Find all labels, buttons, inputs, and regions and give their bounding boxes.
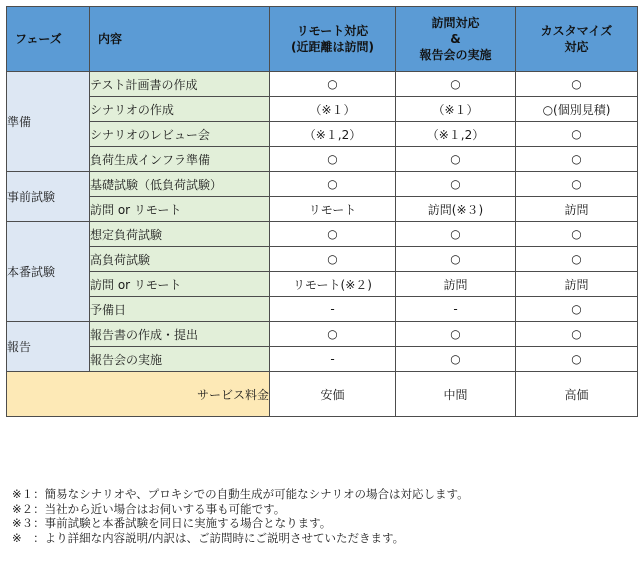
cell-custom: ○ <box>516 222 638 247</box>
header-phase: フェーズ <box>7 7 90 72</box>
cell-custom: ○ <box>516 247 638 272</box>
cell-remote: ○ <box>270 72 396 97</box>
table-row <box>7 197 638 222</box>
table-row <box>7 297 638 322</box>
table-row <box>7 97 638 122</box>
fee-row <box>7 372 638 417</box>
cell-visit: （※１,2） <box>396 122 516 147</box>
row-item: シナリオのレビュー会 <box>90 122 270 147</box>
row-item: シナリオの作成 <box>90 97 270 122</box>
table-row <box>7 272 638 297</box>
table-row <box>7 222 638 247</box>
cell-remote: - <box>270 347 396 372</box>
footnote-4: ※ ：より詳細な内容説明/内訳は、ご訪問時にご説明させていただきます。 <box>12 530 405 545</box>
header-custom <box>516 7 638 72</box>
phase-label: 準備 <box>7 72 90 172</box>
cell-visit: ○ <box>396 72 516 97</box>
cell-remote: ○ <box>270 172 396 197</box>
cell-remote: リモート(※２) <box>270 272 396 297</box>
cell-visit: ○ <box>396 247 516 272</box>
table-row <box>7 147 638 172</box>
table-row <box>7 172 638 197</box>
header-visit-line3: 報告会の実施 <box>419 48 492 62</box>
header-remote-line1: リモート対応 <box>296 24 369 38</box>
cell-remote: （※１,2） <box>270 122 396 147</box>
cell-custom: 訪問 <box>516 197 638 222</box>
cell-custom: ○ <box>516 72 638 97</box>
row-item: 訪問 or リモート <box>90 197 270 222</box>
table-row <box>7 122 638 147</box>
row-item: 報告書の作成・提出 <box>90 322 270 347</box>
row-item: 訪問 or リモート <box>90 272 270 297</box>
cell-visit: - <box>396 297 516 322</box>
cell-remote: リモート <box>270 197 396 222</box>
cell-visit: 訪問 <box>396 272 516 297</box>
row-item: 報告会の実施 <box>90 347 270 372</box>
cell-custom: ○ <box>516 297 638 322</box>
fee-remote: 安価 <box>270 372 396 417</box>
footnotes <box>12 487 638 545</box>
cell-visit: （※１） <box>396 97 516 122</box>
footnote-2: ※２：当社から近い場合はお伺いする事も可能です。 <box>12 501 286 516</box>
fee-visit: 中間 <box>396 372 516 417</box>
fee-custom: 高価 <box>516 372 638 417</box>
cell-custom: ○ <box>516 147 638 172</box>
cell-remote: ○ <box>270 147 396 172</box>
footnote-1: ※１：簡易なシナリオや、プロキシでの自動生成が可能なシナリオの場合は対応します。 <box>12 487 469 501</box>
header-custom-line1: カスタマイズ <box>540 24 613 38</box>
table-row <box>7 347 638 372</box>
row-item: 高負荷試験 <box>90 247 270 272</box>
cell-remote: ○ <box>270 247 396 272</box>
cell-custom: ○ <box>516 122 638 147</box>
row-item: 想定負荷試験 <box>90 222 270 247</box>
row-item: 基礎試験（低負荷試験） <box>90 172 270 197</box>
table-body <box>7 72 638 417</box>
cell-custom: ○ <box>516 172 638 197</box>
fee-label: サービス料金 <box>7 372 270 417</box>
header-remote-line2: (近距離は訪問) <box>291 40 374 54</box>
phase-label: 事前試験 <box>7 172 90 222</box>
header-visit-line2: & <box>450 32 461 46</box>
cell-custom: 訪問 <box>516 272 638 297</box>
cell-custom: ○(個別見積) <box>516 97 638 122</box>
row-item: 負荷生成インフラ準備 <box>90 147 270 172</box>
table-header-row <box>7 7 638 72</box>
service-comparison-table <box>6 6 638 417</box>
cell-visit: ○ <box>396 172 516 197</box>
cell-custom: ○ <box>516 322 638 347</box>
cell-visit: ○ <box>396 147 516 172</box>
cell-custom: ○ <box>516 347 638 372</box>
cell-visit: ○ <box>396 222 516 247</box>
cell-remote: ○ <box>270 222 396 247</box>
cell-visit: 訪問(※３) <box>396 197 516 222</box>
header-visit-line1: 訪問対応 <box>431 16 480 30</box>
row-item: テスト計画書の作成 <box>90 72 270 97</box>
header-custom-line2: 対応 <box>564 40 589 54</box>
footnote-3: ※３：事前試験と本番試験を同日に実施する場合となります。 <box>12 516 332 530</box>
phase-label: 報告 <box>7 322 90 372</box>
cell-remote: - <box>270 297 396 322</box>
phase-label: 本番試験 <box>7 222 90 322</box>
cell-remote: （※１） <box>270 97 396 122</box>
cell-remote: ○ <box>270 322 396 347</box>
cell-visit: ○ <box>396 347 516 372</box>
table-row <box>7 247 638 272</box>
header-remote <box>270 7 396 72</box>
table-row <box>7 322 638 347</box>
header-content: 内容 <box>90 7 270 72</box>
cell-visit: ○ <box>396 322 516 347</box>
row-item: 予備日 <box>90 297 270 322</box>
table-row <box>7 72 638 97</box>
header-visit <box>396 7 516 72</box>
